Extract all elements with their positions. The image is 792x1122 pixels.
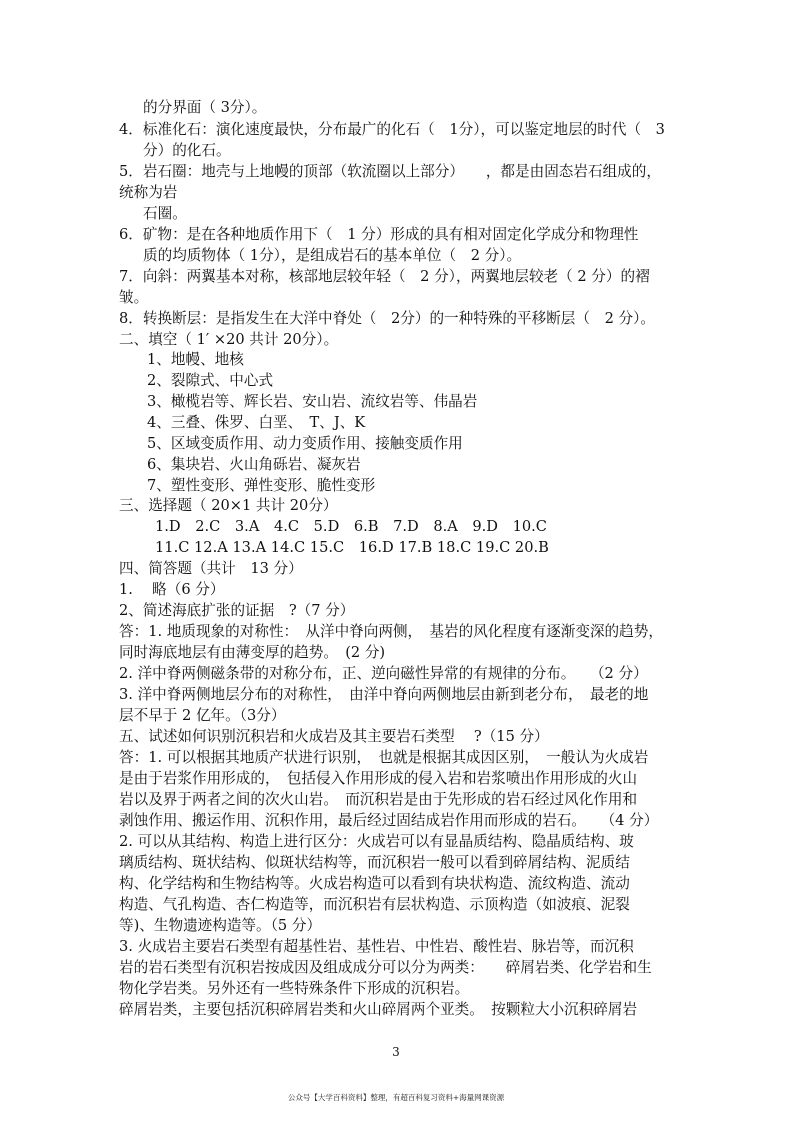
text-line: 2、裂隙式、中心式 <box>147 372 274 389</box>
text-line: 答：1. 可以根据其地质产状进行识别， 也就是根据其成因区别， 一般认为火成岩 <box>119 749 649 766</box>
text-line: 皱。 <box>119 289 149 306</box>
page-number: 3 <box>392 1045 400 1059</box>
text-line: 7．向斜：两翼基本对称，核部地层较年轻（ 2 分），两翼地层较老（ 2 分）的褶 <box>119 268 650 285</box>
text-line: 的分界面（ 3分）。 <box>143 99 267 116</box>
text-line: 分）的化石。 <box>143 142 231 159</box>
text-line: 岩的岩石类型有沉积岩按成因及组成成分可以分为两类： 碎屑岩类、化学岩和生 <box>119 959 652 976</box>
text-line: 6、集块岩、火山角砾岩、凝灰岩 <box>147 456 361 473</box>
text-line: 三、选择题（ 20×1 共计 20分） <box>119 497 338 514</box>
text-line: 物化学岩类。另外还有一些特殊条件下形成的沉积岩。 <box>119 980 470 997</box>
text-line: 8．转换断层：是指发生在大洋中脊处（ 2分）的一种特殊的平移断层（ 2 分）。 <box>119 310 655 327</box>
text-line: 层不早于 2 亿年。（3分） <box>119 707 286 724</box>
text-line: 1. 略（6 分） <box>119 581 225 598</box>
text-line: 构、化学结构和生物结构等。火成岩构造可以看到有块状构造、流纹构造、流动 <box>119 875 630 892</box>
text-line: 石圈。 <box>143 205 187 222</box>
text-line: 1、地幔、地核 <box>147 351 244 368</box>
text-line: 5、区域变质作用、动力变质作用、接触变质作用 <box>147 435 463 452</box>
text-line: 四、简答题（共计 13 分） <box>119 560 303 577</box>
footer-note: 公众号【大学百科资料】整理，有超百科复习资料+海量网课资源 <box>287 1093 505 1102</box>
text-line: 2、简述海底扩张的证据 ?（7 分） <box>119 602 355 619</box>
text-line: 2. 可以从其结构、构造上进行区分：火成岩可以有显晶质结构、隐晶质结构、玻 <box>119 833 634 850</box>
text-line: 二、填空（ 1′ ×20 共计 20分）。 <box>119 331 339 348</box>
text-line: 4、三叠、侏罗、白垩、 T、J、K <box>147 414 366 431</box>
text-line: 质的均质物体（ 1分），是组成岩石的基本单位（ 2 分）。 <box>143 247 522 264</box>
text-line: 构造、气孔构造、杏仁构造等，而沉积岩有层状构造、示顶构造（如波痕、泥裂 <box>119 896 630 913</box>
text-line: 3. 火成岩主要岩石类型有超基性岩、基性岩、中性岩、酸性岩、脉岩等，而沉积 <box>119 938 634 955</box>
text-line: 7、塑性变形、弹性变形、脆性变形 <box>147 477 376 494</box>
text-line: 璃质结构、斑状结构、似斑状结构等，而沉积岩一般可以看到碎屑结构、泥质结 <box>119 854 630 871</box>
text-line: 11.C 12.A 13.A 14.C 15.C 16.D 17.B 18.C 19.C 20.B <box>155 539 549 556</box>
text-line: 3、橄榄岩等、辉长岩、安山岩、流纹岩等、伟晶岩 <box>147 393 478 410</box>
text-line: 岩以及界于两者之间的次火山岩。 而沉积岩是由于先形成的岩石经过风化作用和 <box>119 791 638 808</box>
text-line: 剥蚀作用、搬运作用、沉积作用，最后经过固结成岩作用而形成的岩石。 （4 分） <box>119 812 659 829</box>
text-line: 同时海底地层有由薄变厚的趋势。 (2 分) <box>119 644 386 661</box>
text-line: 4．标准化石：演化速度最快，分布最广的化石（ 1分），可以鉴定地层的时代（ 3 <box>119 121 665 138</box>
text-line: 统称为岩 <box>119 184 178 201</box>
text-line: 2. 洋中脊两侧磁条带的对称分布，正、逆向磁性异常的有规律的分布。 （2 分） <box>119 665 648 682</box>
text-line: 1.D 2.C 3.A 4.C 5.D 6.B 7.D 8.A 9.D 10.C <box>155 518 547 535</box>
text-line: 等)、生物遗迹构造等。（5 分） <box>119 917 322 934</box>
text-line: 五、试述如何识别沉积岩和火成岩及其主要岩石类型 ?（15 分） <box>119 728 549 745</box>
text-line: 答：1. 地质现象的对称性： 从洋中脊向两侧， 基岩的风化程度有逐渐变深的趋势， <box>119 623 663 640</box>
text-line: 5．岩石圈：地壳与上地幔的顶部（软流圈以上部分） ，都是由固态岩石组成的， <box>119 163 661 180</box>
text-line: 3. 洋中脊两侧地层分布的对称性， 由洋中脊向两侧地层由新到老分布， 最老的地 <box>119 686 649 703</box>
text-line: 是由于岩浆作用形成的， 包括侵入作用形成的侵入岩和岩浆喷出作用形成的火山 <box>119 770 638 787</box>
text-line: 碎屑岩类，主要包括沉积碎屑岩类和火山碎屑两个亚类。 按颗粒大小沉积碎屑岩 <box>119 1001 638 1018</box>
text-line: 6．矿物：是在各种地质作用下（ 1 分）形成的具有相对固定化学成分和物理性 <box>119 226 639 243</box>
